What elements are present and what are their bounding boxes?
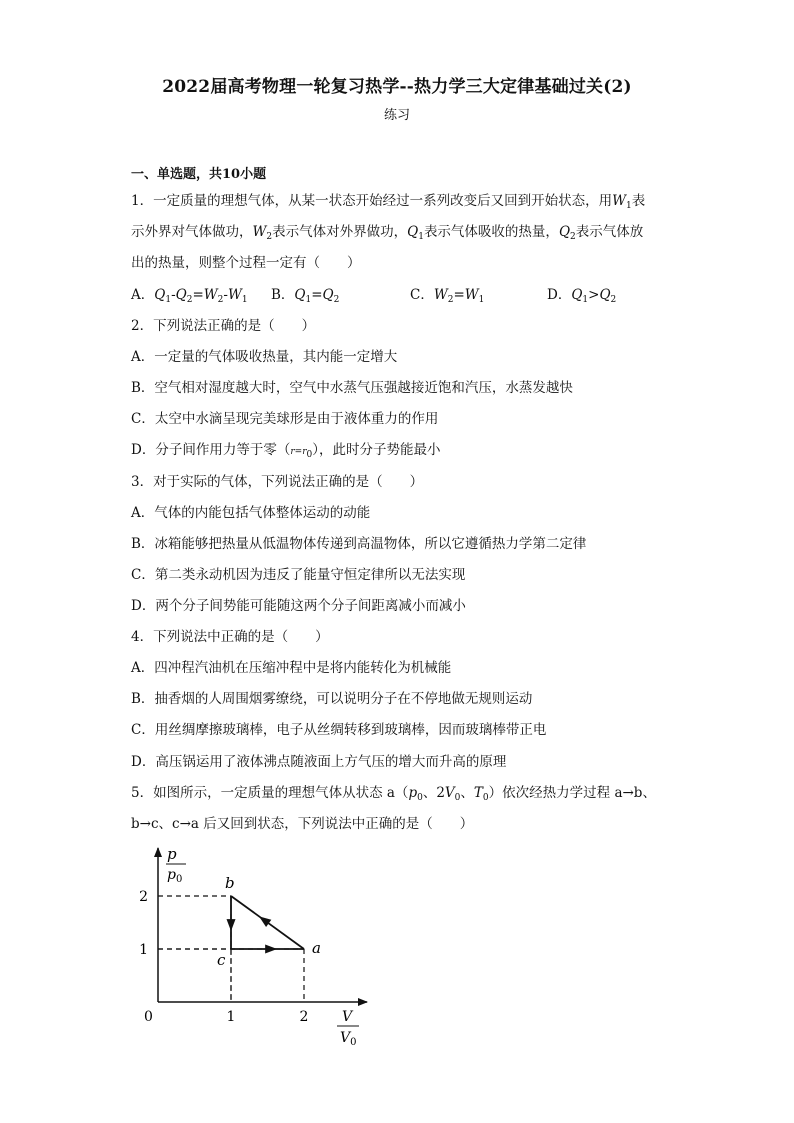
y-axis-label-denominator: $p_0$ [167,867,183,885]
q3-option-a[interactable]: A．气体的内能包括气体整体运动的动能 [131,505,371,521]
point-label-c: c [217,951,226,969]
q1-line-3: 出的热量，则整个过程一定有（ ） [131,255,361,271]
q2-option-d[interactable]: D．分子间作用力等于零$(r=r_0)$，此时分子势能最小 [131,442,441,460]
q3-option-c[interactable]: C．第二类永动机因为违反了能量守恒定律所以无法实现 [131,567,466,583]
q4-option-a[interactable]: A．四冲程汽油机在压缩冲程中是将内能转化为机械能 [131,660,452,676]
y-axis-label-numerator: p [167,845,177,863]
q4-option-c[interactable]: C．用丝绸摩擦玻璃棒，电子从丝绸转移到玻璃棒，因而玻璃棒带正电 [131,722,547,738]
x-tick-label-1: 1 [226,1009,236,1025]
process-arrow-a-b [259,916,271,927]
q2-stem: 2．下列说法正确的是（ ） [131,318,316,334]
q4-option-d[interactable]: D．高压锅运用了液体沸点随液面上方气压的增大而升高的原理 [131,754,507,770]
q1-line-1: 1．一定质量的理想气体，从某一状态开始经过一系列改变后又回到开始状态，用$W_1$表 [131,193,646,211]
origin-label: 0 [144,1009,153,1025]
q4-option-b[interactable]: B．抽香烟的人周围烟雾缭绕，可以说明分子在不停地做无规则运动 [131,691,533,707]
section-heading: 一、单选题，共10小题 [131,167,267,182]
process-arrow-c-a [265,945,277,954]
point-label-b: b [225,874,235,892]
q3-stem: 3．对于实际的气体，下列说法正确的是（ ） [131,474,424,490]
q2-option-b[interactable]: B．空气相对湿度越大时，空气中水蒸气压强越接近饱和汽压，水蒸发越快 [131,380,573,396]
process-arrow-b-c [227,919,236,931]
q1-option-a[interactable]: A．$Q_1-Q_2=W_2-W_1$ [131,287,248,305]
q1-option-c[interactable]: C．$W_2=W_1$ [410,287,485,305]
page-title: 2022届高考物理一轮复习热学--热力学三大定律基础过关(2) [162,77,632,97]
q5-line-2: b→c、c→a 后又回到状态，下列说法中正确的是（ ） [131,816,474,832]
point-label-a: a [312,939,321,957]
x-tick-label-2: 2 [299,1009,309,1025]
q1-option-d[interactable]: D．$Q_1>Q_2$ [547,287,617,305]
q4-stem: 4．下列说法中正确的是（ ） [131,629,329,645]
q3-option-d[interactable]: D．两个分子间势能可能随这两个分子间距离减小而减小 [131,598,466,614]
q1-option-b[interactable]: B．$Q_1=Q_2$ [271,287,340,305]
q2-option-a[interactable]: A．一定量的气体吸收热量，其内能一定增大 [131,349,398,365]
q2-option-c[interactable]: C．太空中水滴呈现完美球形是由于液体重力的作用 [131,411,439,427]
pv-diagram [130,840,380,1050]
x-axis-label-denominator: $V_0$ [340,1030,357,1048]
x-axis-label-numerator: V [341,1009,353,1025]
page-subtitle: 练习 [383,108,410,123]
y-tick-label-2: 2 [139,889,148,905]
y-tick-label-1: 1 [139,942,148,958]
q1-options [131,285,651,305]
q1-line-2: 示外界对气体做功，$W_2$表示气体对外界做功，$Q_1$表示气体吸收的热量，$Q_2$表示气体放 [131,224,644,242]
q5-line-1: 5．如图所示，一定质量的理想气体从状态 $a(p_0$、$2V_0$、$T_0$）依次经热力学过程 a→b、 [131,785,656,803]
q3-option-b[interactable]: B．冰箱能够把热量从低温物体传递到高温物体，所以它遵循热力学第二定律 [131,536,587,552]
